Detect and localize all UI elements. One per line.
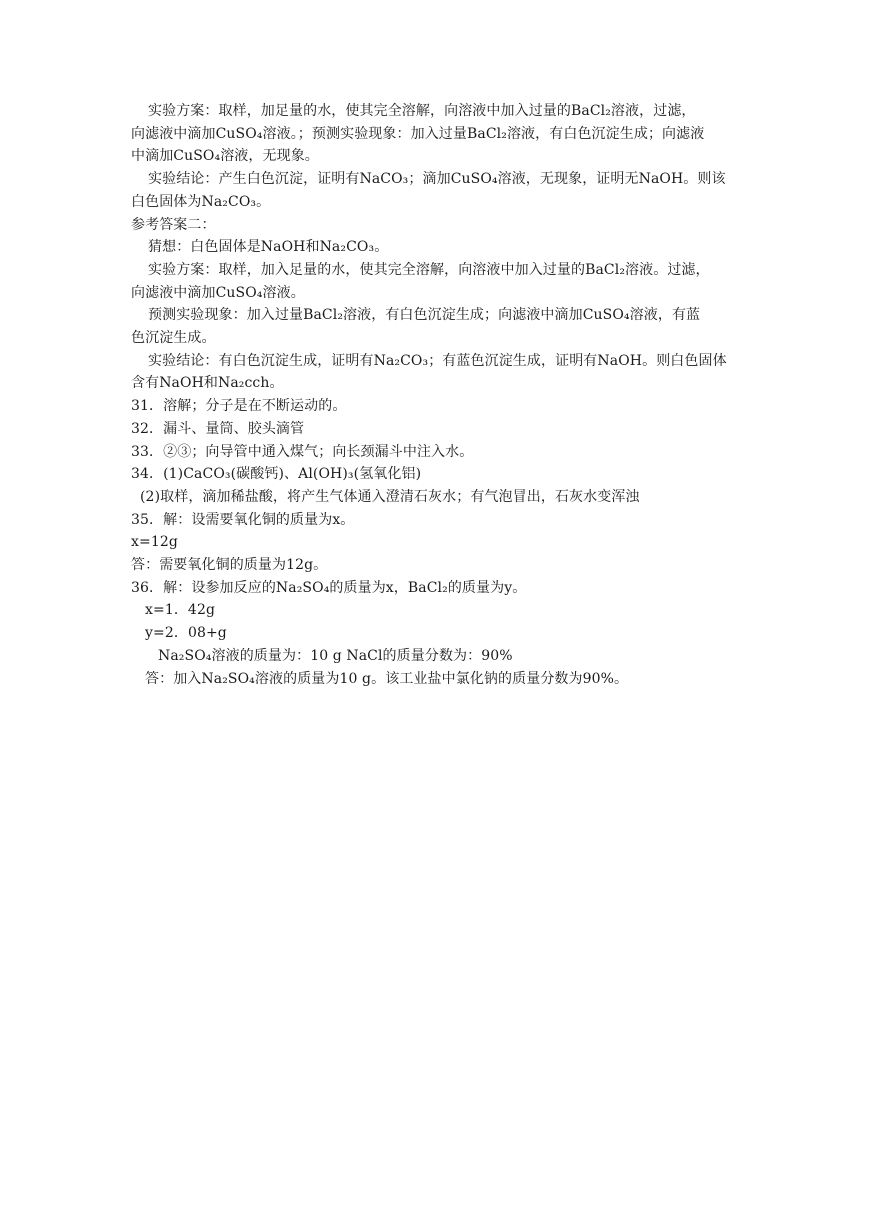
text-line: 实验结论：有白色沉淀生成，证明有Na₂CO₃；有蓝色沉淀生成，证明有NaOH。则白色固体 [148, 352, 727, 369]
text-line: 预测实验现象：加入过量BaCl₂溶液，有白色沉淀生成；向滤液中滴加CuSO₄溶液，有蓝 [148, 307, 701, 324]
answer-36: 36．解：设参加反应的Na₂SO₄的质量为x，BaCl₂的质量为y。 [131, 579, 527, 596]
answer-36-y: y=2．08+g [145, 625, 227, 642]
answer-text-block [131, 100, 741, 690]
text-line: 中滴加CuSO₄溶液，无现象。 [131, 148, 319, 165]
text-line: 向滤液中滴加CuSO₄溶液。 [131, 284, 305, 301]
text-line: 实验结论：产生白色沉淀，证明有NaCO₃；滴加CuSO₄溶液，无现象，证明无NaOH。则该 [148, 171, 726, 188]
text-line: 向滤液中滴加CuSO₄溶液。；预测实验现象：加入过量BaCl₂溶液，有白色沉淀生成；向滤液 [131, 125, 705, 142]
text-line: 含有NaOH和Na₂cch。 [131, 375, 284, 392]
answer-35-value: x=12g [131, 534, 178, 551]
answer-34: 34．(1)CaCO₃(碳酸钙)、Al(OH)₃(氢氧化铝) [131, 466, 422, 483]
answer-35-conclusion: 答：需要氧化铜的质量为12g。 [131, 557, 328, 574]
answer-31: 31．溶解；分子是在不断运动的。 [131, 398, 347, 415]
answer-33: 33．②③；向导管中通入煤气；向长颈漏斗中注入水。 [131, 443, 474, 460]
text-line: 白色固体为Na₂CO₃。 [131, 193, 271, 210]
answer-32: 32．漏斗、量筒、胶头滴管 [131, 420, 305, 437]
answer-36-result: Na₂SO₄溶液的质量为：10 g NaCl的质量分数为：90% [158, 647, 513, 664]
text-line: 实验方案：取样，加入足量的水，使其完全溶解，向溶液中加入过量的BaCl₂溶液。过滤， [148, 261, 710, 278]
text-line: 实验方案：取样，加足量的水，使其完全溶解，向溶液中加入过量的BaCl₂溶液，过滤， [148, 103, 696, 119]
text-line: 猜想：白色固体是NaOH和Na₂CO₃。 [148, 239, 389, 256]
answer-34-part2: (2)取样，滴加稀盐酸，将产生气体通入澄清石灰水；有气泡冒出，石灰水变浑浊 [140, 488, 640, 505]
text-line: 色沉淀生成。 [131, 330, 216, 347]
section-heading: 参考答案二： [131, 216, 216, 233]
answer-36-conclusion: 答：加入Na₂SO₄溶液的质量为10 g。该工业盐中氯化钠的质量分数为90%。 [145, 670, 629, 687]
answer-36-x: x=1．42g [145, 602, 216, 619]
answer-35: 35．解：设需要氧化铜的质量为x。 [131, 511, 355, 528]
